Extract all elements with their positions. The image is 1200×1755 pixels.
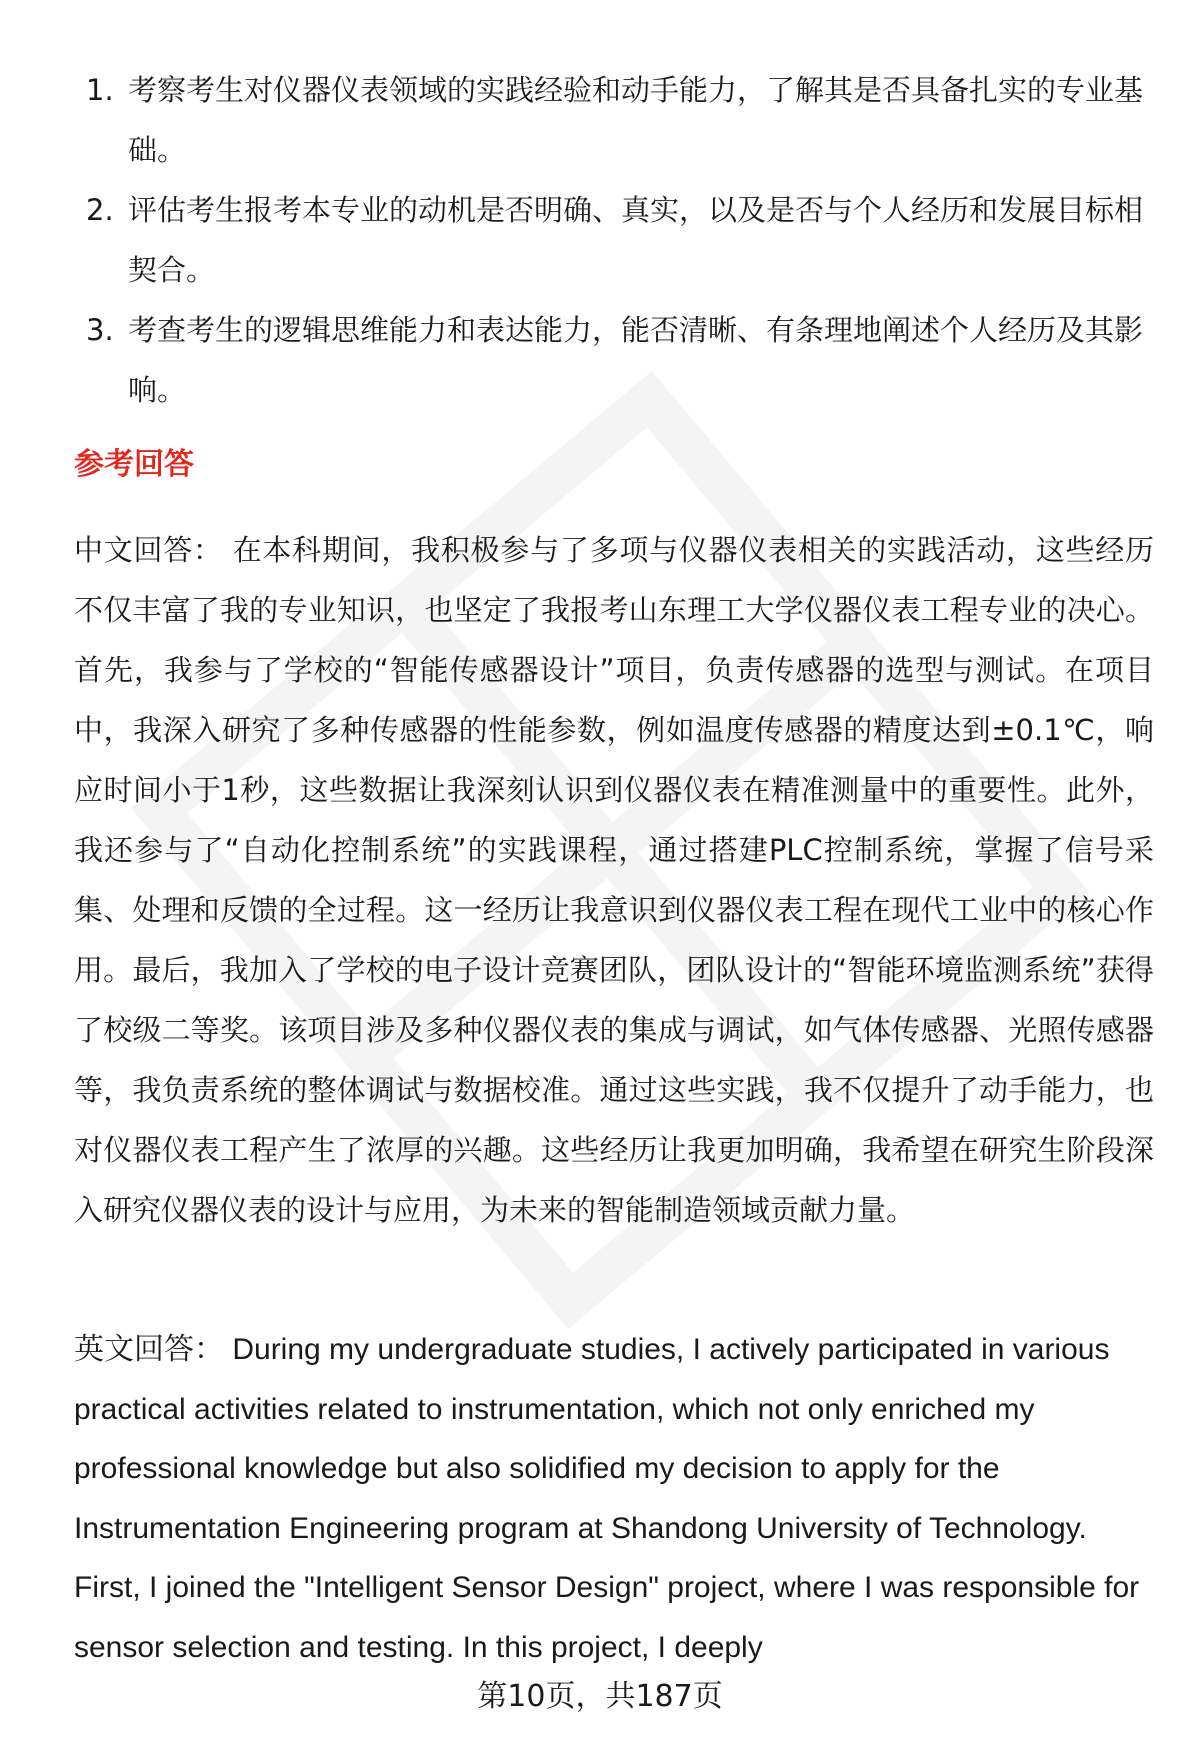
list-number: 3. <box>86 313 114 347</box>
page-number: 第10页，共187页 <box>477 1679 723 1714</box>
chinese-answer <box>74 520 1154 1240</box>
chinese-answer-label: 中文回答： <box>74 533 223 567</box>
list-item <box>80 300 1150 420</box>
list-item <box>80 60 1150 180</box>
reference-answer-heading: 参考回答 <box>74 447 194 482</box>
chinese-answer-text: 在本科期间，我积极参与了多项与仪器仪表相关的实践活动，这些经历不仅丰富了我的专业知识，也坚定了我报考山东理工大学仪器仪表工程专业的决心。首先，我参与了学校的“智能传感器设计”项目，负责传感器的选型与测试。在项目中，我深入研究了多种传感器的性能参数，例如温度传感器的精度达到±0.1℃，响应时间小于1秒，这些数据让我深刻认识到仪器仪表在精准测量中的重要性。此外，我还参与了“自动化控制系统”的实践课程，通过搭建PLC控制系统，掌握了信号采集、处理和反馈的全过程。这一经历让我意识到仪器仪表工程在现代工业中的核心作用。最后，我加入了学校的电子设计竞赛团队，团队设计的“智能环境监测系统”获得了校级二等奖。该项目涉及多种仪器仪表的集成与调试，如气体传感器、光照传感器等，我负责系统的整体调试与数据校准。通过这些实践，我不仅提升了动手能力，也对仪器仪表工程产生了浓厚的兴趣。这些经历让我更加明确，我希望在研究生阶段深入研究仪器仪表的设计与应用，为未来的智能制造领域贡献力量。 <box>74 533 1154 1227</box>
english-answer-label: 英文回答： <box>74 1333 224 1366</box>
list-item <box>80 180 1150 300</box>
english-answer-text: During my undergraduate studies, I actively participated in various practical activities related to instrumentation, which not only enriched my professional knowledge but also solidified my decision to apply for the Instrumentation Engineering program at Shandong University of Technology. First, I joined the "Intelligent Sensor Design" project, where I was responsible for sensor selection and testing. In this project, I deeply <box>74 1333 1140 1664</box>
objectives-list <box>80 60 1150 420</box>
list-text: 考察考生对仪器仪表领域的实践经验和动手能力，了解其是否具备扎实的专业基础。 <box>128 73 1144 167</box>
list-number: 2. <box>86 193 114 227</box>
list-text: 评估考生报考本专业的动机是否明确、真实，以及是否与个人经历和发展目标相契合。 <box>128 193 1144 287</box>
page-footer <box>0 1672 1200 1722</box>
list-number: 1. <box>86 73 114 107</box>
list-text: 考查考生的逻辑思维能力和表达能力，能否清晰、有条理地阐述个人经历及其影响。 <box>128 313 1144 407</box>
english-answer <box>74 1320 1154 1677</box>
